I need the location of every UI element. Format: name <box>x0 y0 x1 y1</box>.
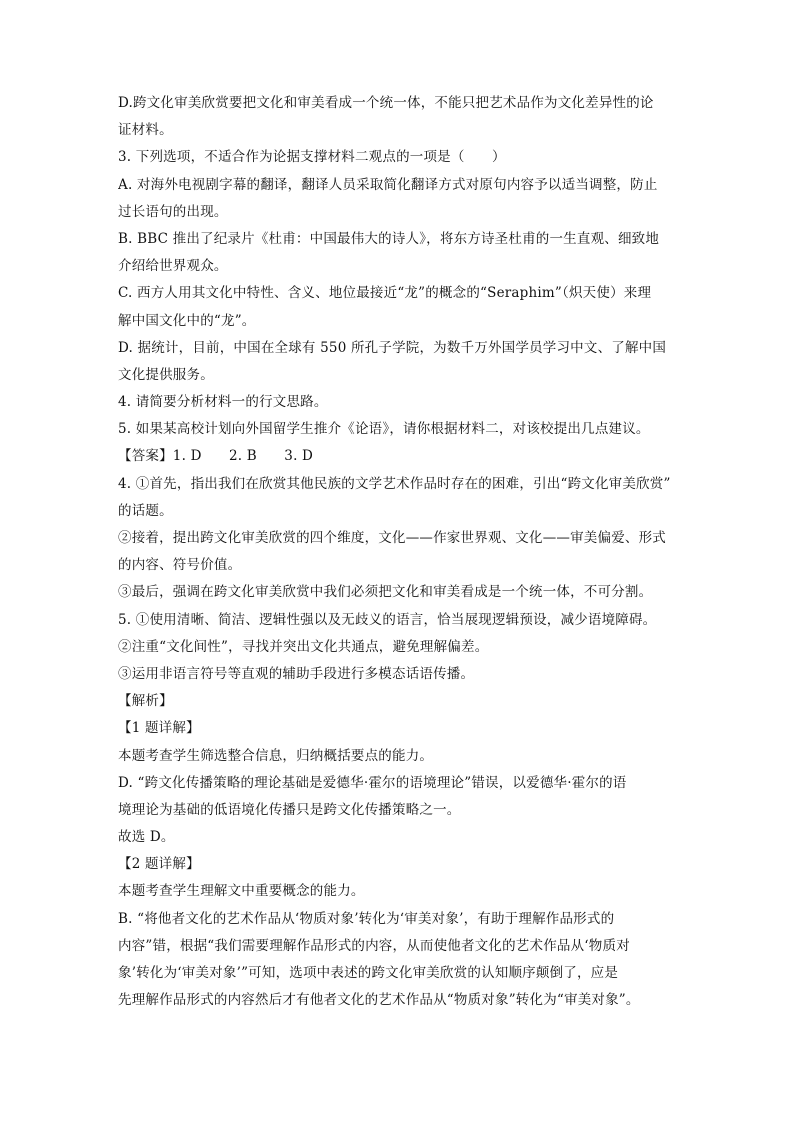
answer-4-step-2: ②接着，提出跨文化审美欣赏的四个维度，文化——作家世界观、文化——审美偏爱、形式 <box>118 530 666 546</box>
text-line: 文化提供服务。 <box>118 366 214 383</box>
text-line: 本题考查学生筛选整合信息，归纳概括要点的能力。 <box>118 747 434 764</box>
q2-detail-heading: 【2 题详解】 <box>118 856 200 873</box>
document-page <box>118 90 678 1014</box>
text-line: 先理解作品形式的内容然后才有他者文化的艺术作品从“物质对象”转化为“审美对象”。 <box>118 992 640 1009</box>
text-line: 象’转化为‘审美对象’”可知，选项中表述的跨文化审美欣赏的认知顺序颠倒了，应是 <box>118 965 619 981</box>
text-line: 解中国文化中的“龙”。 <box>118 312 256 329</box>
text-line: 证材料。 <box>118 122 173 139</box>
answer-4-step-3: ③最后，强调在跨文化审美欣赏中我们必须把文化和审美看成是一个统一体，不可分割。 <box>118 584 653 601</box>
text-line: 的话题。 <box>118 502 173 519</box>
option-c: C. 西方人用其文化中特性、含义、地位最接近“龙”的概念的“Seraphim”（炽天使）来理 <box>118 285 652 302</box>
text-line: B. “将他者文化的艺术作品从‘物质对象’转化为‘审美对象’，有助于理解作品形式的 <box>118 910 615 927</box>
answer-4-step-1: 4. ①首先，指出我们在欣赏其他民族的文学艺术作品时存在的困难，引出“跨文化审美欣赏” <box>118 475 671 492</box>
answer-5-point-2: ②注重“文化间性”，寻找并突出文化共通点，避免理解偏差。 <box>118 638 489 655</box>
text-line: 境理论为基础的低语境化传播只是跨文化传播策略之一。 <box>118 801 461 818</box>
text-line: 介绍给世界观众。 <box>118 258 228 275</box>
answer-5-point-1: 5. ①使用清晰、简洁、逻辑性强以及无歧义的语言，恰当展现逻辑预设，减少语境障碍。 <box>118 611 657 628</box>
option-d: D. 据统计，目前，中国在全球有 550 所孔子学院，为数千万外国学员学习中文、了解中国 <box>118 339 667 356</box>
text-line: D. “跨文化传播策略的理论基础是爱德华·霍尔的语境理论”错误，以爱德华·霍尔的语 <box>118 774 627 791</box>
text-line: 的内容、符号价值。 <box>118 557 242 574</box>
text-line: 本题考查学生理解文中重要概念的能力。 <box>118 883 365 900</box>
text-line: 内容”错，根据“我们需要理解作品形式的内容，从而使他者文化的艺术作品从‘物质对 <box>118 937 630 954</box>
analysis-heading: 【解析】 <box>118 693 173 710</box>
question-4: 4. 请简要分析材料一的行文思路。 <box>118 394 328 411</box>
question-3: 3. 下列选项，不适合作为论据支撑材料二观点的一项是（ ） <box>118 149 506 166</box>
q1-detail-heading: 【1 题详解】 <box>118 720 200 737</box>
option-b: B. BBC 推出了纪录片《杜甫：中国最伟大的诗人》，将东方诗圣杜甫的一生直观、细致地 <box>118 230 660 247</box>
text-line: 故选 D。 <box>118 829 175 846</box>
answer-heading: 【答案】1. D 2. B 3. D <box>118 448 314 465</box>
question-5: 5. 如果某高校计划向外国留学生推介《论语》，请你根据材料二，对该校提出几点建议。 <box>118 421 650 438</box>
text-line: 过长语句的出现。 <box>118 203 228 220</box>
option-a: A. 对海外电视剧字幕的翻译，翻译人员采取简化翻译方式对原句内容予以适当调整，防止 <box>118 176 658 193</box>
answer-5-point-3: ③运用非语言符号等直观的辅助手段进行多模态话语传播。 <box>118 665 475 682</box>
text-line: D.跨文化审美欣赏要把文化和审美看成一个统一体，不能只把艺术品作为文化差异性的论 <box>118 95 654 111</box>
